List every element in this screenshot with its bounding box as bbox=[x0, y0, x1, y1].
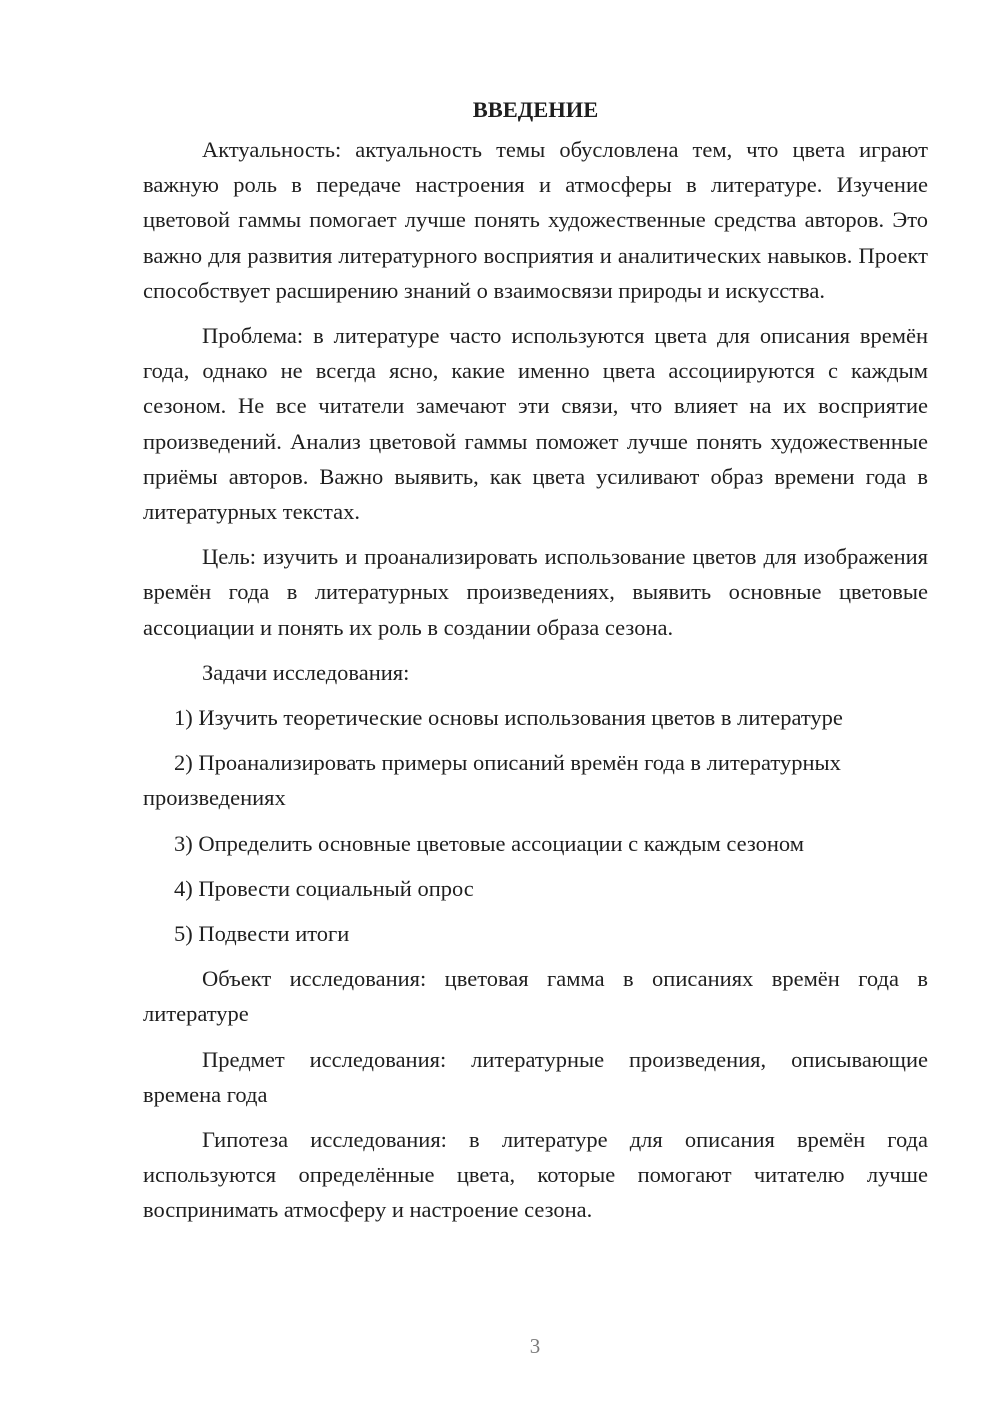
task-item: 1) Изучить теоретические основы использования цветов в литературе bbox=[174, 705, 843, 731]
task-item: 4) Провести социальный опрос bbox=[174, 875, 474, 901]
document-title: ВВЕДЕНИЕ bbox=[472, 97, 599, 122]
task-item: 3) Определить основные цветовые ассоциации с каждым сезоном bbox=[174, 830, 804, 856]
goal-paragraph: Цель: изучить и проанализировать использование цветов для изображения времён года в литературных произведениях, выявить основные цветовые ассоциации и понять их роль в создании образа сезона. bbox=[143, 544, 928, 640]
document-page bbox=[143, 92, 928, 1238]
relevance-paragraph: Актуальность: актуальность темы обусловлена тем, что цвета играют важную роль в передаче настроения и атмосферы в литературе. Изучение цветовой гаммы помогает лучше понять художественные средства авторов. Это важно для развития литературного восприятия и аналитических навыков. Проект способствует расширению знаний о взаимосвязи природы и искусства. bbox=[143, 137, 928, 303]
tasks-label: Задачи исследования: bbox=[202, 659, 410, 685]
task-item: 2) Проанализировать примеры описаний времён года в литературных произведениях bbox=[143, 750, 841, 811]
problem-paragraph: Проблема: в литературе часто используются цвета для описания времён года, однако не всегда ясно, какие именно цвета ассоциируются с каждым сезоном. Не все читатели замечают эти связи, что влияет на их восприятие произведений. Анализ цветовой гаммы поможет лучше понять художественные приёмы авторов. Важно выявить, как цвета усиливают образ времени года в литературных текстах. bbox=[143, 323, 928, 525]
page-number: 3 bbox=[529, 1334, 541, 1358]
task-item: 5) Подвести итоги bbox=[174, 921, 350, 947]
hypothesis-paragraph: Гипотеза исследования: в литературе для описания времён года используются определённые цвета, которые помогают читателю лучше воспринимать атмосферу и настроение сезона. bbox=[143, 1127, 928, 1223]
object-paragraph: Объект исследования: цветовая гамма в описаниях времён года в литературе bbox=[143, 966, 928, 1027]
subject-paragraph: Предмет исследования: литературные произведения, описывающие времена года bbox=[143, 1046, 928, 1107]
tasks-list bbox=[143, 700, 928, 951]
